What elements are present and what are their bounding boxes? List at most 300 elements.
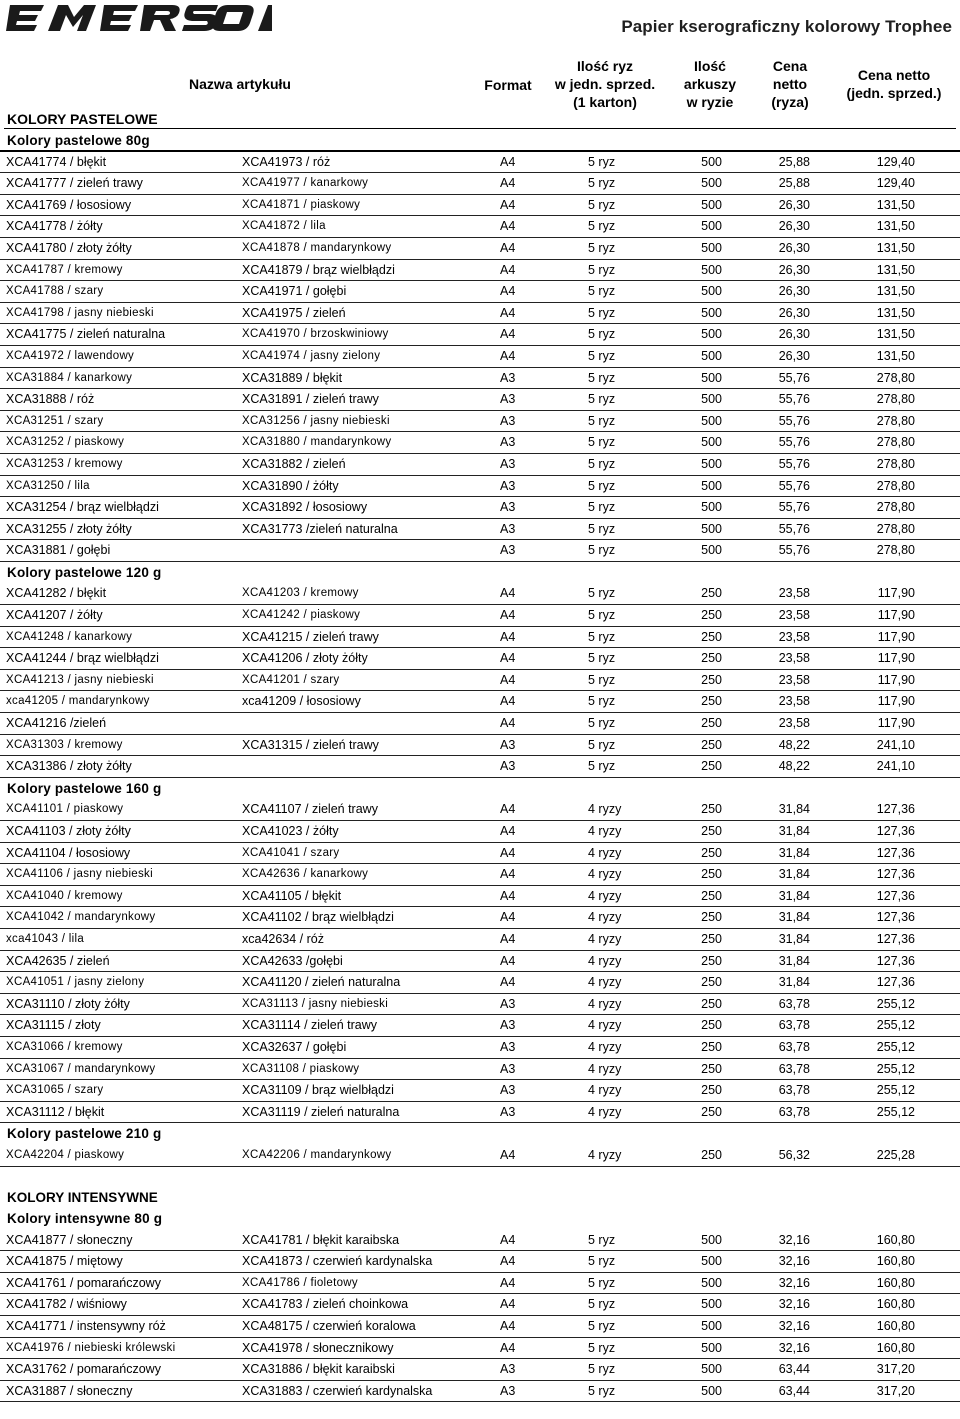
quantity-cell: 5 ryz xyxy=(588,651,616,666)
price-ream-cell: 26,30 xyxy=(778,327,810,342)
product-code-cell: XCA41106 / jasny niebieski xyxy=(6,868,153,881)
format-cell: A4 xyxy=(500,197,516,212)
price-ream-cell: 56,32 xyxy=(778,1147,810,1162)
format-cell: A4 xyxy=(500,154,516,169)
price-unit-cell: 317,20 xyxy=(876,1383,915,1398)
format-cell: A3 xyxy=(500,456,516,471)
group-heading xyxy=(0,1208,960,1230)
product-code-cell: XCA41216 /zieleń xyxy=(6,716,107,731)
quantity-cell: 4 ryzy xyxy=(588,888,622,903)
quantity-cell: 5 ryz xyxy=(588,608,616,623)
quantity-cell: 4 ryzy xyxy=(588,1147,622,1162)
format-cell: A4 xyxy=(500,867,516,882)
price-ream-cell: 63,78 xyxy=(778,1039,810,1054)
product-code-cell: XCA41787 / kremowy xyxy=(6,263,123,276)
price-ream-cell: 32,16 xyxy=(778,1297,810,1312)
table-row xyxy=(0,994,960,1016)
alt-product-code-cell: XCA31889 / błękit xyxy=(242,370,343,385)
sheets-cell: 250 xyxy=(701,1061,722,1076)
format-cell: A3 xyxy=(500,478,516,493)
price-ream-cell: 63,78 xyxy=(778,1104,810,1119)
alt-product-code-cell: XCA41203 / kremowy xyxy=(242,587,359,600)
product-code-cell: XCA31250 / lila xyxy=(6,479,90,492)
price-unit-cell: 131,50 xyxy=(876,197,915,212)
alt-product-code-cell: XCA31315 / zieleń trawy xyxy=(242,737,379,752)
group-label: Kolory pastelowe 80g xyxy=(7,133,150,148)
format-cell: A3 xyxy=(500,1018,516,1033)
format-cell: A4 xyxy=(500,910,516,925)
quantity-cell: 5 ryz xyxy=(588,521,616,536)
product-code-cell: XCA41103 / złoty żółty xyxy=(6,824,131,838)
price-unit-cell: 131,50 xyxy=(876,240,915,255)
price-unit-cell: 127,36 xyxy=(876,975,915,990)
product-code-cell: XCA31251 / szary xyxy=(6,414,104,427)
product-code-cell: XCA41213 / jasny niebieski xyxy=(6,673,154,686)
table-row xyxy=(0,735,960,757)
quantity-cell: 5 ryz xyxy=(588,1383,616,1398)
quantity-cell: 4 ryzy xyxy=(588,1083,622,1098)
price-ream-cell: 55,76 xyxy=(778,500,810,515)
product-code-cell: xca41043 / lila xyxy=(6,932,85,945)
format-cell: A3 xyxy=(500,1362,516,1377)
sheets-cell: 250 xyxy=(701,1083,722,1098)
quantity-cell: 5 ryz xyxy=(588,1232,616,1247)
price-ream-cell: 31,84 xyxy=(778,824,810,838)
table-row xyxy=(0,368,960,390)
product-code-cell: XCA41875 / miętowy xyxy=(6,1254,123,1269)
sheets-cell: 500 xyxy=(701,370,722,385)
price-ream-cell: 31,84 xyxy=(778,953,810,968)
table-row xyxy=(0,1037,960,1059)
sheets-cell: 500 xyxy=(701,284,722,299)
price-unit-cell: 127,36 xyxy=(876,845,915,860)
quantity-cell: 4 ryzy xyxy=(588,824,622,838)
quantity-cell: 5 ryz xyxy=(588,456,616,471)
alt-product-code-cell: XCA42633 /gołębi xyxy=(242,953,343,968)
price-ream-cell: 31,84 xyxy=(778,888,810,903)
sheets-cell: 250 xyxy=(701,759,722,774)
format-cell: A4 xyxy=(500,240,516,255)
price-ream-cell: 55,76 xyxy=(778,521,810,536)
price-unit-cell: 225,28 xyxy=(876,1147,915,1162)
price-ream-cell: 31,84 xyxy=(778,845,810,860)
product-code-cell: XCA41774 / błękit xyxy=(6,154,107,169)
price-ream-cell: 55,76 xyxy=(778,543,810,558)
quantity-cell: 4 ryzy xyxy=(588,931,622,946)
product-code-cell: XCA31115 / złoty xyxy=(6,1018,101,1033)
alt-product-code-cell: XCA31109 / brąz wielbłądzi xyxy=(242,1083,394,1098)
price-unit-cell: 127,36 xyxy=(876,953,915,968)
alt-product-code-cell: XCA41783 / zieleń choinkowa xyxy=(242,1297,409,1312)
format-cell: A4 xyxy=(500,1297,516,1312)
alt-product-code-cell: XCA41105 / błękit xyxy=(242,888,342,903)
price-ream-cell: 31,84 xyxy=(778,802,810,817)
table-row xyxy=(0,929,960,951)
price-ream-cell: 23,58 xyxy=(778,629,810,644)
alt-product-code-cell: XCA41879 / brąz wielbłądzi xyxy=(242,262,395,277)
format-cell: A3 xyxy=(500,1104,516,1119)
format-cell: A4 xyxy=(500,1319,516,1334)
price-unit-cell: 117,90 xyxy=(877,651,915,666)
price-unit-cell: 117,90 xyxy=(877,672,915,687)
price-ream-cell: 55,76 xyxy=(778,370,810,385)
quantity-cell: 5 ryz xyxy=(588,1254,616,1269)
product-code-cell: XCA41051 / jasny zielony xyxy=(6,976,145,989)
alt-product-code-cell: XCA32637 / gołębi xyxy=(242,1039,347,1054)
format-cell: A3 xyxy=(500,1039,516,1054)
table-row xyxy=(0,476,960,498)
table-row xyxy=(0,713,960,735)
alt-product-code-cell: XCA41107 / zieleń trawy xyxy=(242,802,378,817)
quantity-cell: 5 ryz xyxy=(588,543,616,558)
alt-product-code-cell: XCA41023 / żółty xyxy=(242,824,339,838)
alt-product-code-cell: XCA31108 / piaskowy xyxy=(242,1062,360,1075)
sheets-cell: 250 xyxy=(701,824,722,838)
sheets-cell: 250 xyxy=(701,694,722,709)
price-ream-cell: 32,16 xyxy=(778,1340,810,1355)
table-row xyxy=(0,907,960,929)
alt-product-code-cell: XCA41977 / kanarkowy xyxy=(242,177,369,190)
price-ream-cell: 26,30 xyxy=(778,348,810,363)
table-row xyxy=(0,497,960,519)
product-code-cell: XCA31255 / złoty żółty xyxy=(6,521,132,536)
product-code-cell: XCA42204 / piaskowy xyxy=(6,1148,125,1161)
alt-product-code-cell: XCA31119 / zieleń naturalna xyxy=(242,1104,400,1119)
price-ream-cell: 23,58 xyxy=(778,651,810,666)
group-heading xyxy=(0,1123,960,1145)
format-cell: A4 xyxy=(500,348,516,363)
table-row xyxy=(0,886,960,908)
quantity-cell: 5 ryz xyxy=(588,716,616,731)
alt-product-code-cell: xca42634 / róż xyxy=(242,931,324,946)
price-unit-cell: 129,40 xyxy=(876,154,915,169)
table-row xyxy=(0,1015,960,1037)
alt-product-code-cell: XCA41215 / zieleń trawy xyxy=(242,629,379,644)
group-heading xyxy=(0,778,960,800)
price-ream-cell: 25,88 xyxy=(778,154,810,169)
quantity-cell: 5 ryz xyxy=(588,262,616,277)
table-row xyxy=(0,303,960,325)
sheets-cell: 500 xyxy=(701,392,722,407)
table-row xyxy=(0,1102,960,1124)
quantity-cell: 5 ryz xyxy=(588,370,616,385)
quantity-cell: 4 ryzy xyxy=(588,1061,622,1076)
price-unit-cell: 255,12 xyxy=(876,996,915,1011)
alt-product-code-cell: XCA41786 / fioletowy xyxy=(242,1276,358,1289)
quantity-cell: 5 ryz xyxy=(588,1297,616,1312)
table-row xyxy=(0,1273,960,1295)
price-ream-cell: 23,58 xyxy=(778,608,810,623)
format-cell: A4 xyxy=(500,651,516,666)
sheets-cell: 250 xyxy=(701,586,722,601)
table-row xyxy=(0,670,960,692)
sheets-cell: 250 xyxy=(701,845,722,860)
quantity-cell: 5 ryz xyxy=(588,737,616,752)
alt-product-code-cell: XCA48175 / czerwień koralowa xyxy=(242,1319,416,1334)
alt-product-code-cell: xca41209 / łososiowy xyxy=(242,694,361,709)
alt-product-code-cell: XCA31113 / jasny niebieski xyxy=(242,997,389,1010)
price-unit-cell: 160,80 xyxy=(876,1340,915,1355)
product-code-cell: XCA41761 / pomarańczowy xyxy=(6,1275,161,1290)
alt-product-code-cell: XCA41878 / mandarynkowy xyxy=(242,241,392,254)
price-unit-cell: 278,80 xyxy=(876,370,915,385)
product-code-cell: XCA41207 / żółty xyxy=(6,608,103,623)
table-row xyxy=(0,519,960,541)
product-code-cell: XCA41282 / błękit xyxy=(6,586,107,601)
price-ream-cell: 55,76 xyxy=(778,413,810,428)
price-ream-cell: 26,30 xyxy=(778,262,810,277)
price-unit-cell: 127,36 xyxy=(876,910,915,925)
table-row xyxy=(0,972,960,994)
quantity-cell: 4 ryzy xyxy=(588,1104,622,1119)
price-ream-cell: 63,44 xyxy=(778,1362,810,1377)
price-ream-cell: 32,16 xyxy=(778,1254,810,1269)
svg-text:EMERSON: EMERSON xyxy=(136,25,142,26)
price-unit-cell: 255,12 xyxy=(876,1083,915,1098)
quantity-cell: 5 ryz xyxy=(588,1362,616,1377)
sheets-cell: 250 xyxy=(701,996,722,1011)
price-ream-cell: 26,30 xyxy=(778,219,810,234)
alt-product-code-cell: XCA41973 / róż xyxy=(242,154,331,169)
product-code-cell: XCA31066 / kremowy xyxy=(6,1040,123,1053)
quantity-cell: 5 ryz xyxy=(588,586,616,601)
sheets-cell: 500 xyxy=(701,1362,722,1377)
section-heading xyxy=(0,1187,960,1209)
table-row xyxy=(0,648,960,670)
product-code-cell: XCA41798 / jasny niebieski xyxy=(6,306,154,319)
format-cell: A3 xyxy=(500,1061,516,1076)
product-code-cell: XCA41778 / żółty xyxy=(6,219,103,234)
quantity-cell: 5 ryz xyxy=(588,348,616,363)
price-unit-cell: 131,50 xyxy=(876,262,915,277)
price-unit-cell: 160,80 xyxy=(876,1254,915,1269)
product-code-cell: XCA41244 / brąz wielbłądzi xyxy=(6,651,159,666)
price-unit-cell: 317,20 xyxy=(876,1362,915,1377)
price-unit-cell: 127,36 xyxy=(876,888,915,903)
table-row xyxy=(0,1251,960,1273)
product-code-cell: XCA41040 / kremowy xyxy=(6,889,123,902)
table-row xyxy=(0,1338,960,1360)
sheets-cell: 250 xyxy=(701,1018,722,1033)
table-row xyxy=(0,281,960,303)
price-ream-cell: 55,76 xyxy=(778,478,810,493)
price-unit-cell: 255,12 xyxy=(876,1018,915,1033)
format-cell: A4 xyxy=(500,262,516,277)
price-ream-cell: 23,58 xyxy=(778,716,810,731)
sheets-cell: 250 xyxy=(701,651,722,666)
price-unit-cell: 117,90 xyxy=(877,608,915,623)
quantity-cell: 4 ryzy xyxy=(588,1018,622,1033)
product-code-cell: XCA41972 / lawendowy xyxy=(6,349,135,362)
quantity-cell: 4 ryzy xyxy=(588,975,622,990)
price-unit-cell: 127,36 xyxy=(876,824,915,838)
table-row xyxy=(0,411,960,433)
format-cell: A4 xyxy=(500,1254,516,1269)
table-row xyxy=(0,951,960,973)
price-ream-cell: 23,58 xyxy=(778,586,810,601)
quantity-cell: 5 ryz xyxy=(588,413,616,428)
table-row xyxy=(0,346,960,368)
product-code-cell: XCA41877 / słoneczny xyxy=(6,1232,133,1247)
format-cell: A4 xyxy=(500,975,516,990)
group-label: Kolory pastelowe 210 g xyxy=(7,1126,162,1142)
product-code-cell: XCA31253 / kremowy xyxy=(6,457,123,470)
group-label: Kolory intensywne 80 g xyxy=(7,1211,163,1227)
product-code-cell: XCA41769 / łososiowy xyxy=(6,197,132,212)
product-code-cell: XCA31065 / szary xyxy=(6,1084,104,1097)
sheets-cell: 250 xyxy=(701,975,722,990)
table-row xyxy=(0,799,960,821)
alt-product-code-cell: XCA31890 / żółty xyxy=(242,478,339,493)
format-cell: A4 xyxy=(500,608,516,623)
quantity-cell: 5 ryz xyxy=(588,435,616,450)
format-cell: A4 xyxy=(500,1147,516,1162)
format-cell: A4 xyxy=(500,586,516,601)
quantity-cell: 4 ryzy xyxy=(588,802,622,817)
price-unit-cell: 278,80 xyxy=(876,392,915,407)
sheets-cell: 250 xyxy=(701,802,722,817)
column-header-quantity: Ilość ryz w jedn. sprzed. (1 karton) xyxy=(554,58,656,110)
spacer xyxy=(0,1167,960,1187)
alt-product-code-cell: XCA31880 / mandarynkowy xyxy=(242,436,392,449)
table-row xyxy=(0,432,960,454)
alt-product-code-cell: XCA31886 / błękit karaibski xyxy=(242,1362,395,1377)
product-code-cell: XCA31887 / słoneczny xyxy=(6,1383,133,1398)
quantity-cell: 5 ryz xyxy=(588,1340,616,1355)
price-ream-cell: 63,44 xyxy=(778,1383,810,1398)
table-row xyxy=(0,843,960,865)
format-cell: A3 xyxy=(500,737,516,752)
price-unit-cell: 160,80 xyxy=(876,1319,915,1334)
price-unit-cell: 255,12 xyxy=(876,1104,915,1119)
table-row xyxy=(0,756,960,778)
product-code-cell: XCA41101 / piaskowy xyxy=(6,803,124,816)
alt-product-code-cell: XCA41872 / lila xyxy=(242,220,326,233)
alt-product-code-cell: XCA41971 / gołębi xyxy=(242,284,347,299)
product-code-cell: XCA31110 / złoty żółty xyxy=(6,996,130,1011)
format-cell: A3 xyxy=(500,392,516,407)
format-cell: A3 xyxy=(500,1083,516,1098)
column-header-price-ream: Cena netto (ryza) xyxy=(771,58,809,110)
price-unit-cell: 129,40 xyxy=(876,176,915,191)
format-cell: A4 xyxy=(500,327,516,342)
price-ream-cell: 26,30 xyxy=(778,197,810,212)
format-cell: A4 xyxy=(500,824,516,838)
group-heading xyxy=(0,562,960,584)
product-code-cell: XCA31386 / złoty żółty xyxy=(6,759,132,774)
table-row xyxy=(0,1294,960,1316)
product-code-cell: XCA41788 / szary xyxy=(6,285,104,298)
quantity-cell: 4 ryzy xyxy=(588,910,622,925)
product-code-cell: XCA31067 / mandarynkowy xyxy=(6,1062,156,1075)
format-cell: A3 xyxy=(500,759,516,774)
price-ream-cell: 63,78 xyxy=(778,996,810,1011)
price-ream-cell: 63,78 xyxy=(778,1061,810,1076)
price-unit-cell: 278,80 xyxy=(876,413,915,428)
quantity-cell: 5 ryz xyxy=(588,500,616,515)
price-ream-cell: 25,88 xyxy=(778,176,810,191)
product-code-cell: XCA42635 / zieleń xyxy=(6,953,110,968)
alt-product-code-cell: XCA31883 / czerwień kardynalska xyxy=(242,1383,433,1398)
section-title-pastel: KOLORY PASTELOWE xyxy=(7,111,158,127)
product-code-cell: XCA31252 / piaskowy xyxy=(6,436,125,449)
product-code-cell: xca41205 / mandarynkowy xyxy=(6,695,150,708)
price-unit-cell: 255,12 xyxy=(876,1061,915,1076)
column-header-sheets: Ilość arkuszy w ryzie xyxy=(683,58,737,110)
sheets-cell: 500 xyxy=(701,1297,722,1312)
product-code-cell: XCA31888 / róż xyxy=(6,392,95,407)
price-ream-cell: 26,30 xyxy=(778,284,810,299)
alt-product-code-cell: XCA42636 / kanarkowy xyxy=(242,868,369,881)
table-row xyxy=(0,583,960,605)
product-code-cell: XCA41780 / złoty żółty xyxy=(6,240,132,255)
sheets-cell: 500 xyxy=(701,327,722,342)
column-header-format: Format xyxy=(484,77,532,93)
format-cell: A3 xyxy=(500,1383,516,1398)
format-cell: A4 xyxy=(500,629,516,644)
product-code-cell: XCA31112 / błękit xyxy=(6,1104,105,1119)
format-cell: A4 xyxy=(500,694,516,709)
format-cell: A3 xyxy=(500,413,516,428)
product-code-cell: XCA31303 / kremowy xyxy=(6,738,123,751)
header-divider xyxy=(4,128,956,129)
product-code-cell: XCA31762 / pomarańczowy xyxy=(6,1362,161,1377)
price-unit-cell: 278,80 xyxy=(876,478,915,493)
table-row xyxy=(0,216,960,238)
price-ream-cell: 32,16 xyxy=(778,1319,810,1334)
price-ream-cell: 31,84 xyxy=(778,975,810,990)
price-unit-cell: 131,50 xyxy=(876,284,915,299)
format-cell: A3 xyxy=(500,435,516,450)
price-ream-cell: 55,76 xyxy=(778,435,810,450)
quantity-cell: 5 ryz xyxy=(588,327,616,342)
alt-product-code-cell: XCA41978 / słonecznikowy xyxy=(242,1340,394,1355)
alt-product-code-cell: XCA41201 / szary xyxy=(242,673,340,686)
product-code-cell: XCA31884 / kanarkowy xyxy=(6,371,133,384)
format-cell: A3 xyxy=(500,521,516,536)
sheets-cell: 500 xyxy=(701,1275,722,1290)
group-heading xyxy=(0,130,960,152)
sheets-cell: 500 xyxy=(701,219,722,234)
price-ream-cell: 23,58 xyxy=(778,672,810,687)
price-unit-cell: 131,50 xyxy=(876,348,915,363)
quantity-cell: 5 ryz xyxy=(588,392,616,407)
price-unit-cell: 278,80 xyxy=(876,500,915,515)
table-row xyxy=(0,173,960,195)
price-unit-cell: 241,10 xyxy=(876,759,915,774)
product-code-cell: XCA41042 / mandarynkowy xyxy=(6,911,156,924)
sheets-cell: 250 xyxy=(701,1104,722,1119)
product-code-cell: XCA41771 / instensywny róż xyxy=(6,1319,166,1334)
quantity-cell: 5 ryz xyxy=(588,694,616,709)
price-unit-cell: 117,90 xyxy=(877,629,915,644)
alt-product-code-cell: XCA41242 / piaskowy xyxy=(242,609,361,622)
price-unit-cell: 131,50 xyxy=(876,219,915,234)
table-row xyxy=(0,691,960,713)
sheets-cell: 250 xyxy=(701,953,722,968)
format-cell: A4 xyxy=(500,1275,516,1290)
table-row xyxy=(0,1381,960,1403)
sheets-cell: 500 xyxy=(701,262,722,277)
sheets-cell: 500 xyxy=(701,154,722,169)
quantity-cell: 5 ryz xyxy=(588,305,616,320)
sheets-cell: 500 xyxy=(701,305,722,320)
price-ream-cell: 32,16 xyxy=(778,1275,810,1290)
price-unit-cell: 117,90 xyxy=(877,716,915,731)
document-title: Papier kserograficzny kolorowy Trophee xyxy=(621,17,952,36)
price-unit-cell: 255,12 xyxy=(876,1039,915,1054)
sheets-cell: 500 xyxy=(701,456,722,471)
